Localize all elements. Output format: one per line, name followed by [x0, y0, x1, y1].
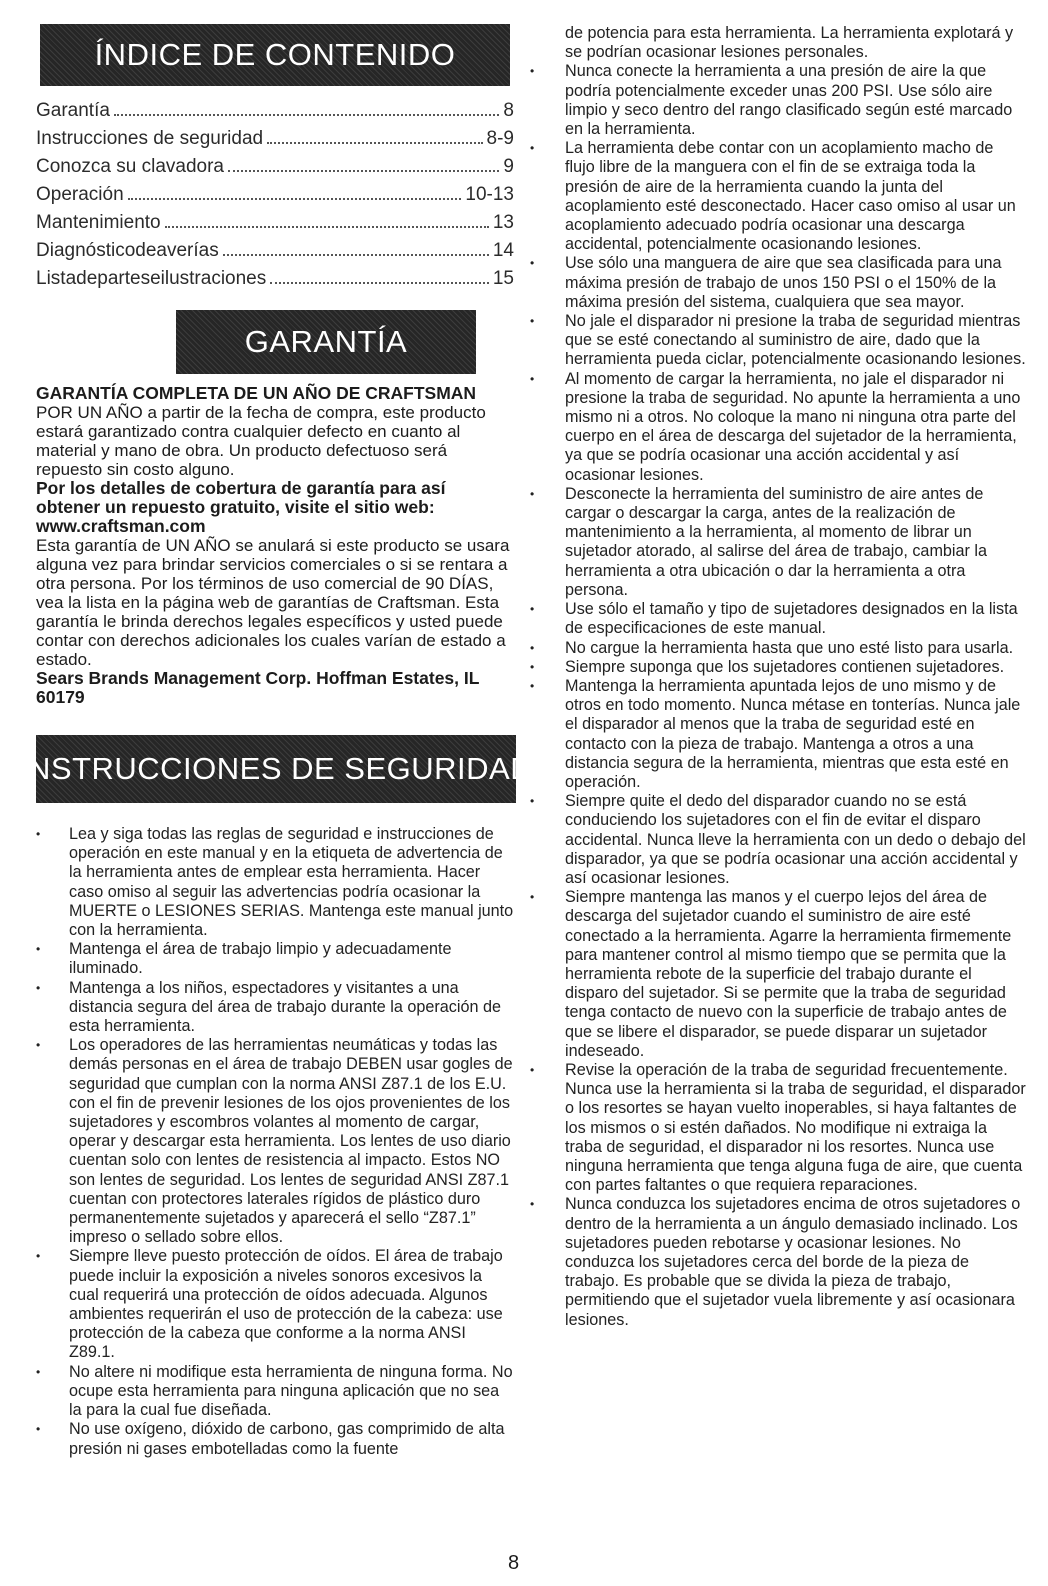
toc-title: ÍNDICE DE CONTENIDO — [94, 37, 456, 72]
continuation-text: de potencia para esta herramienta. La herramienta explotará y se podrían ocasionar lesiones personales. — [565, 24, 1014, 62]
list-item: • Siempre quite el dedo del disparador cuando no se está conduciendo los sujetadores con el fin de evitar el disparo accidental. Nunca lleve la herramienta con un dedo o debajo del disparador, ya que se podría ocasionar una acción accidental y así ocasionar lesiones. — [530, 792, 1026, 888]
list-item: • La herramienta debe contar con un acoplamiento macho de flujo libre de la manguera con el fin de se extraiga toda la presión de aire de la herramienta cuando la junta del acoplamiento esté desconectado. Hacer caso omiso al usar un acoplamiento adecuado podría ocasionar una descarga accidental, potencialmente ocasionando lesiones. — [530, 139, 1026, 254]
toc-row — [36, 212, 514, 240]
toc-page: 15 — [492, 268, 514, 289]
toc-page: 14 — [492, 240, 514, 261]
list-item: • No jale el disparador ni presione la traba de seguridad mientras que se esté conectando al suministro de aire, dado que la herramienta pueda ciclar, potencialmente ocasionando lesiones. — [530, 312, 1026, 370]
warranty-paragraph: POR UN AÑO a partir de la fecha de compra, este producto estará garantizado contra cualquier defecto en cuanto al material y mano de obra. Un producto defectuoso será repuesto sin costo alguno. — [36, 403, 486, 479]
list-item: • Nunca conecte la herramienta a una presión de aire la que podría potencialmente exceder unas 200 PSI. Use sólo aire limpio y seco dentro del rango clasificado según esté marcado en la herramienta. — [530, 62, 1026, 139]
toc-label: Mantenimiento — [36, 212, 161, 233]
toc-page: 9 — [503, 156, 514, 177]
toc-label: Listadeparteseilustraciones — [36, 268, 267, 289]
list-item: • Siempre mantenga las manos y el cuerpo lejos del área de descarga del sujetador cuando el suministro de aire esté conectado a la herramienta. Agarre la herramienta firmemente para mantener control al mismo tiempo que se permita que la herramienta rebote de la superficie del trabajo durante el disparo del sujetador. Si se permite que la traba de seguridad tenga contacto de nuevo con la superficie de trabajo antes de que se libere el disparador, se puede disparar un sujetador indeseado. — [530, 888, 1026, 1061]
toc-leader — [165, 226, 489, 228]
warranty-notice: Por los detalles de cobertura de garantía para así obtener un repuesto gratuito, visite el sitio web: www.craftsman.com — [36, 478, 446, 536]
toc-row — [36, 128, 514, 156]
safety-banner — [18, 735, 534, 803]
toc-page: 10-13 — [465, 184, 514, 205]
toc-leader — [114, 114, 499, 116]
list-item: • Siempre suponga que los sujetadores contienen sujetadores. — [530, 658, 1026, 677]
safety-list-right — [530, 24, 1026, 1330]
toc-page: 8 — [503, 100, 514, 121]
list-item: • Mantenga el área de trabajo limpio y adecuadamente iluminado. — [36, 940, 514, 978]
list-item: • No altere ni modifique esta herramienta de ninguna forma. No ocupe esta herramienta para ninguna aplicación que no sea la para la cual fue diseñada. — [36, 1363, 514, 1421]
toc-label: Garantía — [36, 100, 110, 121]
list-item: • Lea y siga todas las reglas de seguridad e instrucciones de operación en este manual y en la etiqueta de advertencia de la herramienta antes de emplear esta herramienta. Hacer caso omiso al seguir las advertencias podría ocasionar la MUERTE o LESIONES SERIAS. Mantenga este manual junto con la herramienta. — [36, 825, 514, 940]
toc-row — [36, 184, 514, 212]
toc-leader — [267, 142, 482, 144]
toc-label: Conozca su clavadora — [36, 156, 224, 177]
list-item: • No use oxígeno, dióxido de carbono, gas comprimido de alta presión ni gases embotelladas como la fuente — [36, 1420, 514, 1458]
table-of-contents — [36, 100, 514, 296]
warranty-heading: GARANTÍA COMPLETA DE UN AÑO DE CRAFTSMAN — [36, 383, 477, 403]
left-column — [18, 24, 534, 1459]
list-item: • No cargue la herramienta hasta que uno esté listo para usarla. — [530, 639, 1026, 658]
list-item: • Los operadores de las herramientas neumáticas y todas las demás personas en el área de trabajo DEBEN usar gogles de seguridad que cumplan con la norma ANSI Z87.1 de los E.U. con el fin de prevenir lesiones de los ojos provenientes de los sujetadores y escombros volantes al momento de cargar, operar y descargar esta herramienta. Los lentes de uso diario cuentan solo con lentes de resistencia al impacto. Estos NO son lentes de seguridad. Los lentes de seguridad ANSI Z87.1 cuentan con protectores laterales rígidos de plástico duro permanentemente sujetados y aparecerá el sello “Z87.1” impreso o sellado sobre ellos. — [36, 1036, 514, 1247]
toc-row — [36, 100, 514, 128]
toc-banner — [40, 24, 510, 86]
safety-list-left — [36, 825, 514, 1459]
toc-label: Instrucciones de seguridad — [36, 128, 264, 149]
list-item: • Revise la operación de la traba de seguridad frecuentemente. Nunca use la herramienta si la traba de seguridad, el disparador o los resortes se hayan vuelto inoperables, si haya faltantes de los mismos o si estén dañados. No modifique ni extraiga la traba de seguridad, el disparador ni los resortes. Nunca use ninguna herramienta que tenga alguna fuga de aire, que cuenta con partes faltantes o que requiera reparaciones. — [530, 1061, 1026, 1195]
list-item: • Siempre lleve puesto protección de oídos. El área de trabajo puede incluir la exposición a niveles sonoros excesivos la cual requerirá una protección de oídos adecuada. Algunos ambientes requerirán el uso de protección de la cabeza: use protección de la cabeza que conforme a la norma ANSI Z89.1. — [36, 1247, 514, 1362]
list-item: • Nunca conduzca los sujetadores encima de otros sujetadores o dentro de la herramienta a un ángulo demasiado inclinado. Los sujetadores pueden rebotarse y ocasionar lesiones. No conduzca los sujetadores cerca del borde de la pieza de trabajo. Es probable que se divida la pieza de trabajo, permitiendo que el sujetador vuela libremente y así ocasionara lesiones. — [530, 1195, 1026, 1329]
warranty-company: Sears Brands Management Corp. Hoffman Estates, IL 60179 — [36, 668, 480, 707]
warranty-title: GARANTÍA — [244, 324, 408, 359]
warranty-banner — [176, 310, 476, 374]
toc-label: Diagnósticodeaverías — [36, 240, 219, 261]
safety-title: INSTRUCCIONES DE SEGURIDAD — [18, 751, 534, 786]
toc-row — [36, 240, 514, 268]
list-item: • Use sólo el tamaño y tipo de sujetadores designados en la lista de especificaciones de este manual. — [530, 600, 1026, 638]
toc-leader — [270, 282, 489, 284]
toc-label: Operación — [36, 184, 124, 205]
list-item: • Mantenga la herramienta apuntada lejos de uno mismo y de otros en todo momento. Nunca métase en tonterías. Nunca jale el disparador al menos que la traba de seguridad esté en contacto con la pieza de trabajo. Mantenga a otros a una distancia segura de la herramienta, mientras que esta esté en operación. — [530, 677, 1026, 792]
warranty-section — [36, 384, 514, 707]
list-item: • Use sólo una manguera de aire que sea clasificada para una máxima presión de trabajo de unos 150 PSI o el 150% de la máxima presión del sistema, cualquiera que sea mayor. — [530, 254, 1026, 312]
warranty-terms: Esta garantía de UN AÑO se anulará si este producto se usara alguna vez para brindar servicios comerciales o si se rentara a otra persona. Por los términos de uso comercial de 90 DÍAS, vea la lista en la página web de garantías de Craftsman. Esta garantía le brinda derechos legales específicos y usted puede contar con derechos adicionales los cuales varían de estado a estado. — [36, 536, 510, 669]
list-item: • Desconecte la herramienta del suministro de aire antes de cargar o descargar la carga, antes de la realización de mantenimiento a la herramienta, al momento de librar un sujetador atorado, al salirse del área de trabajo, cambiar la herramienta a otra ubicación o dar la herramienta a otra persona. — [530, 485, 1026, 600]
toc-page: 13 — [492, 212, 514, 233]
toc-leader — [128, 198, 462, 200]
toc-leader — [228, 170, 499, 172]
toc-row — [36, 268, 514, 296]
list-item: • Al momento de cargar la herramienta, no jale el disparador ni presione la traba de seguridad. No apunte la herramienta a uno mismo ni a otros. No coloque la mano ni ninguna otra parte del cuerpo en el área de descarga del sujetador de la herramienta, ya que se podría ocasionar una acción accidental y así ocasionar lesiones. — [530, 370, 1026, 485]
toc-page: 8-9 — [486, 128, 514, 149]
toc-row — [36, 156, 514, 184]
page-number: 8 — [508, 1552, 520, 1574]
right-column — [530, 24, 1026, 1330]
toc-leader — [223, 254, 489, 256]
list-item: • Mantenga a los niños, espectadores y visitantes a una distancia segura del área de trabajo durante la operación de esta herramienta. — [36, 979, 514, 1037]
